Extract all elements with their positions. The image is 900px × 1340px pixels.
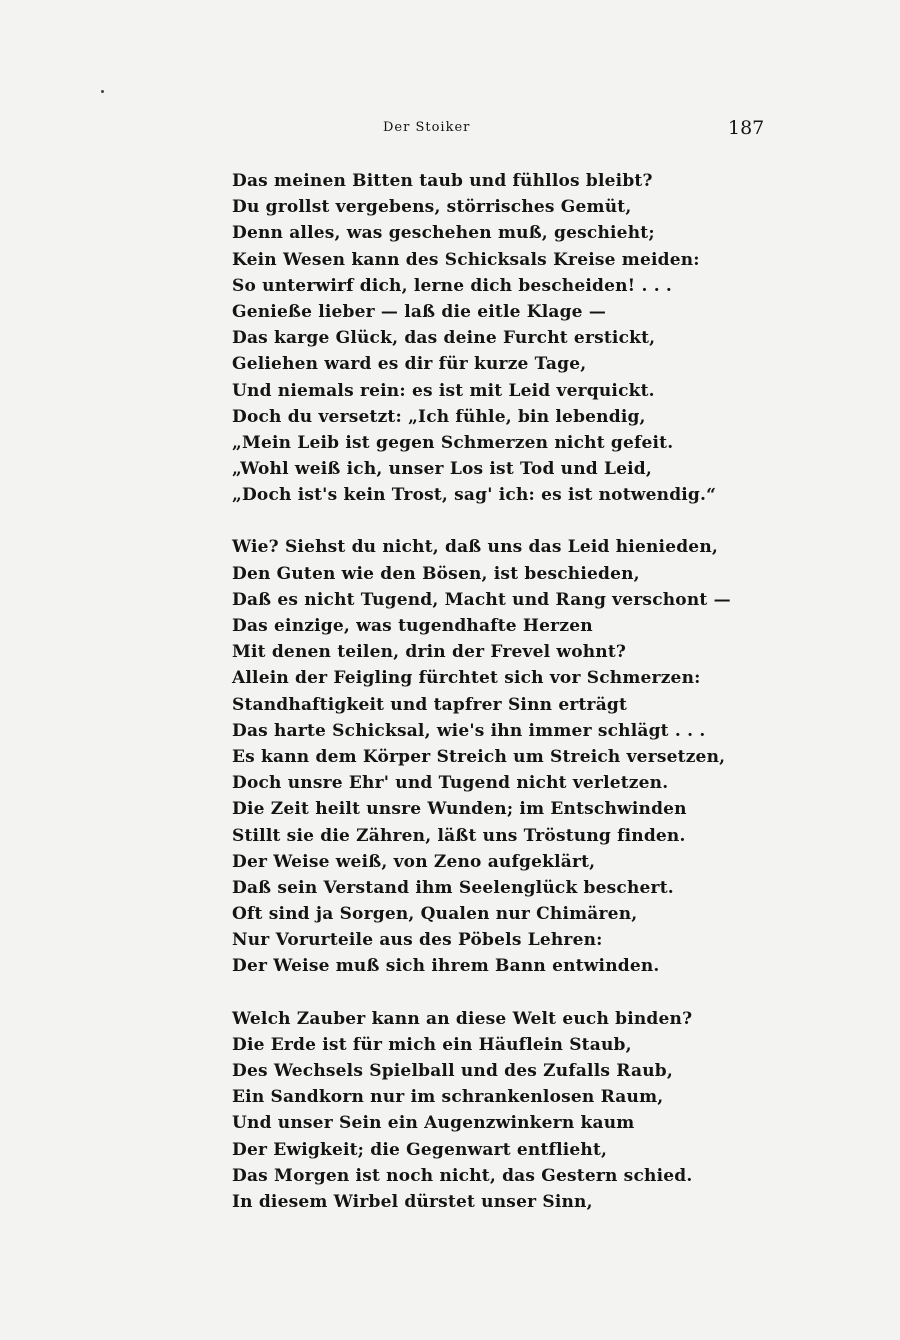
- poem-line: Standhaftigkeit und tapfrer Sinn erträgt: [232, 694, 628, 715]
- poem-line: So unterwirf dich, lerne dich bescheiden! . . .: [232, 275, 673, 296]
- poem-line: Das harte Schicksal, wie's ihn immer schlägt . . .: [232, 720, 706, 741]
- running-head: Der Stoiker: [383, 120, 471, 135]
- page-number: 187: [728, 117, 765, 139]
- poem-body: [232, 168, 792, 1215]
- poem-line: „Doch ist's kein Trost, sag' ich: es ist notwendig.“: [232, 485, 717, 506]
- poem-line: Den Guten wie den Bösen, ist beschieden,: [232, 563, 640, 584]
- poem-line: Ein Sandkorn nur im schrankenlosen Raum,: [232, 1087, 664, 1108]
- poem-line: Geliehen ward es dir für kurze Tage,: [232, 354, 587, 375]
- stanza-1: [232, 168, 792, 508]
- poem-line: Stillt sie die Zähren, läßt uns Tröstung finden.: [232, 825, 686, 846]
- poem-line: Und unser Sein ein Augenzwinkern kaum: [232, 1113, 635, 1134]
- poem-line: Kein Wesen kann des Schicksals Kreise meiden:: [232, 249, 700, 270]
- poem-line: Mit denen teilen, drin der Frevel wohnt?: [232, 642, 627, 663]
- poem-line: „Mein Leib ist gegen Schmerzen nicht gefeit.: [232, 432, 674, 453]
- poem-line: Denn alles, was geschehen muß, geschieht;: [232, 223, 655, 244]
- poem-line: Oft sind ja Sorgen, Qualen nur Chimären,: [232, 904, 638, 925]
- poem-line: Du grollst vergebens, störrisches Gemüt,: [232, 197, 632, 218]
- stanza-3: [232, 1006, 792, 1216]
- poem-line: Und niemals rein: es ist mit Leid verquickt.: [232, 380, 655, 401]
- poem-line: Doch unsre Ehr' und Tugend nicht verletzen.: [232, 773, 669, 794]
- poem-line: Daß es nicht Tugend, Macht und Rang verschont —: [232, 589, 731, 610]
- poem-line: Das meinen Bitten taub und fühllos bleibt?: [232, 171, 653, 191]
- poem-line: Daß sein Verstand ihm Seelenglück beschert.: [232, 877, 674, 898]
- poem-line: Die Erde ist für mich ein Häuflein Staub,: [232, 1034, 632, 1055]
- poem-line: Genieße lieber — laß die eitle Klage —: [232, 301, 607, 322]
- poem-line: In diesem Wirbel dürstet unser Sinn,: [232, 1191, 593, 1212]
- poem-line: Des Wechsels Spielball und des Zufalls Raub,: [232, 1061, 673, 1081]
- poem-line: Wie? Siehst du nicht, daß uns das Leid hienieden,: [232, 537, 718, 558]
- poem-line: Allein der Feigling fürchtet sich vor Schmerzen:: [232, 668, 701, 689]
- stanza-2: [232, 534, 792, 979]
- poem-line: Welch Zauber kann an diese Welt euch binden?: [232, 1008, 693, 1029]
- page-speck: [101, 90, 104, 93]
- poem-line: „Wohl weiß ich, unser Los ist Tod und Leid,: [232, 459, 653, 480]
- poem-line: Der Weise weiß, von Zeno aufgeklärt,: [232, 851, 596, 872]
- poem-line: Das einzige, was tugendhafte Herzen: [232, 616, 593, 636]
- poem-line: Der Ewigkeit; die Gegenwart entflieht,: [232, 1139, 608, 1160]
- poem-line: Es kann dem Körper Streich um Streich versetzen,: [232, 746, 726, 767]
- poem-line: Der Weise muß sich ihrem Bann entwinden.: [232, 956, 660, 977]
- poem-line: Das Morgen ist noch nicht, das Gestern schied.: [232, 1165, 693, 1186]
- poem-line: Doch du versetzt: „Ich fühle, bin lebendig,: [232, 406, 646, 427]
- poem-line: Das karge Glück, das deine Furcht erstickt,: [232, 328, 656, 349]
- poem-line: Nur Vorurteile aus des Pöbels Lehren:: [232, 930, 603, 951]
- poem-line: Die Zeit heilt unsre Wunden; im Entschwinden: [232, 799, 687, 820]
